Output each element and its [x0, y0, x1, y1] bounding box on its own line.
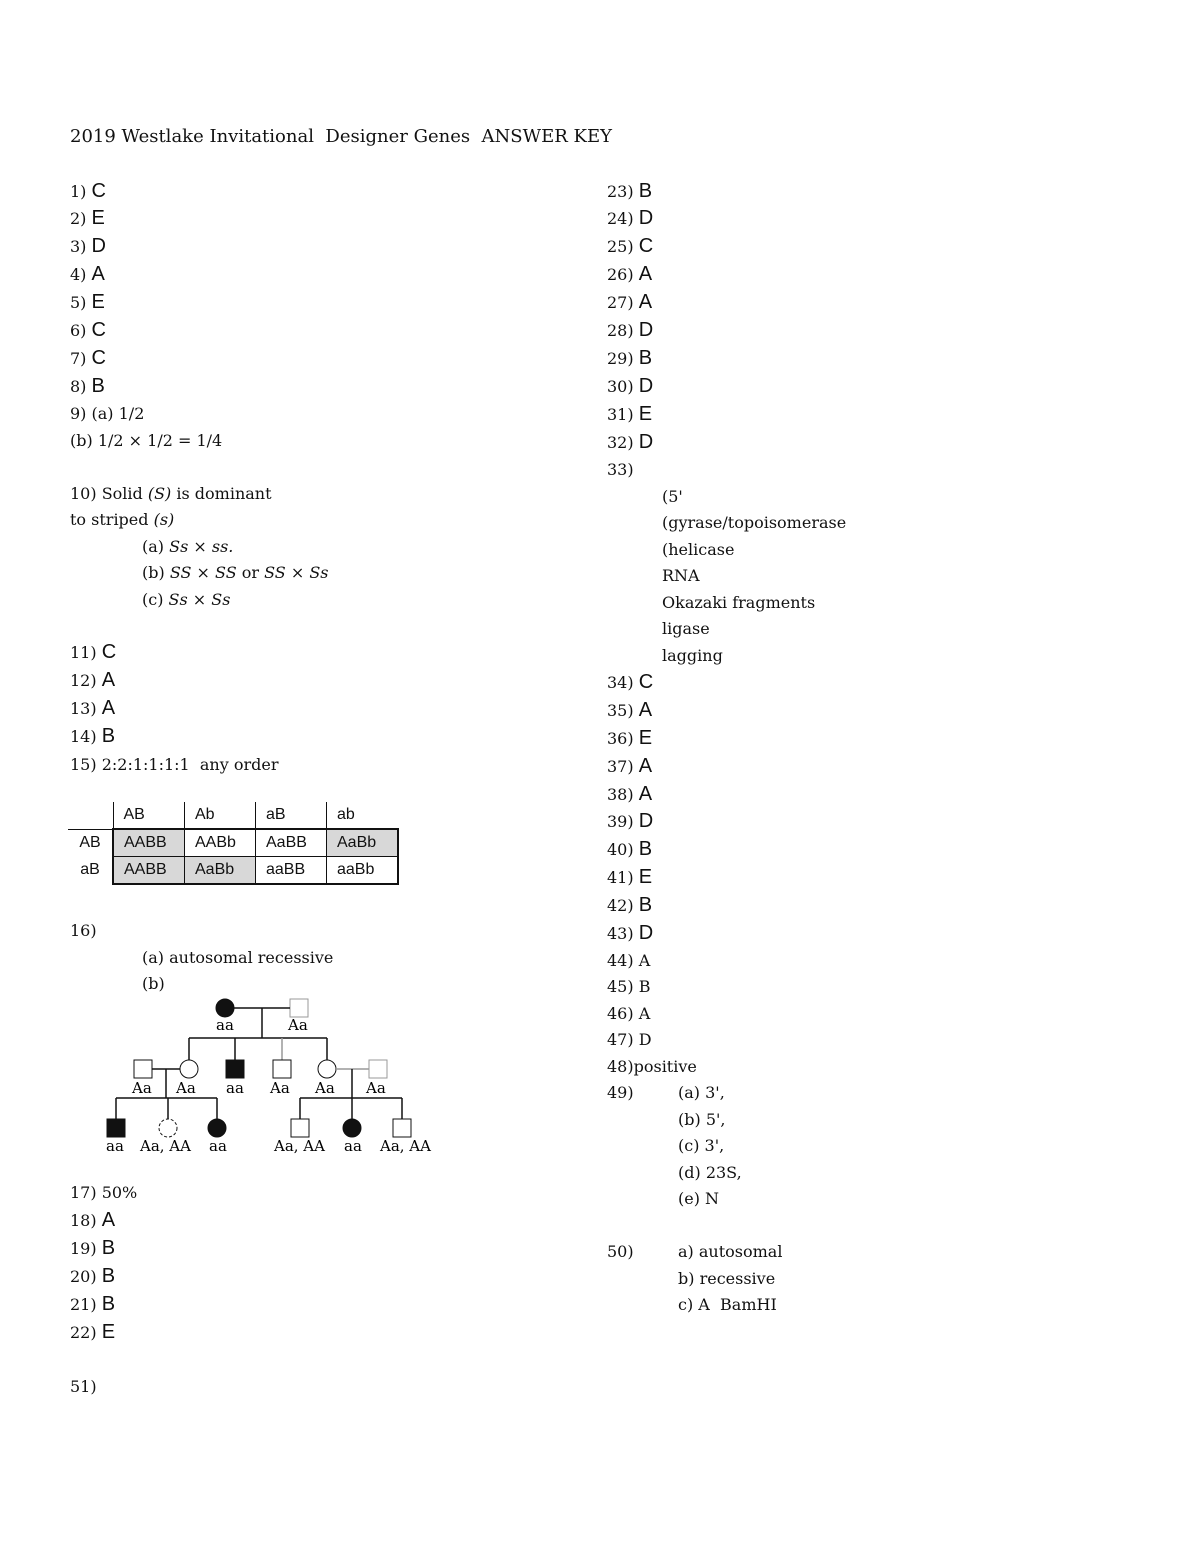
pedigree-unaffected-female	[318, 1060, 336, 1078]
answer-14: 14) B	[70, 725, 116, 747]
answer-49-item: (e) N	[678, 1189, 720, 1208]
answer-45: 45) B	[607, 977, 651, 996]
answer-50-item: a) autosomal	[678, 1242, 783, 1261]
answer-11: 11) C	[70, 641, 117, 663]
answer-10c: (c) Ss × Ss	[142, 590, 231, 609]
answer-49: 49)	[607, 1083, 634, 1102]
answer-27: 27) A	[607, 291, 653, 313]
answer-9b: (b) 1/2 × 1/2 = 1/4	[70, 431, 223, 450]
punnett-col-header: ab	[327, 802, 399, 829]
answer-50-item: c) A BamHI	[678, 1295, 777, 1314]
pedigree-unaffected-male	[393, 1119, 411, 1137]
answer-24: 24) D	[607, 207, 654, 229]
answer-49-item: (a) 3',	[678, 1083, 725, 1102]
pedigree-label: Aa	[176, 1079, 196, 1097]
page-title: 2019 Westlake Invitational Designer Genes ANSWER KEY	[70, 126, 612, 147]
pedigree-affected-male	[226, 1060, 244, 1078]
pedigree-label: Aa	[270, 1079, 290, 1097]
answer-33-item: (helicase	[662, 540, 735, 559]
answer-22: 22) E	[70, 1321, 116, 1343]
pedigree-label: Aa, AA	[274, 1137, 325, 1155]
answer-37: 37) A	[607, 755, 653, 777]
answer-10b: (b) SS × SS or SS × Ss	[142, 563, 329, 582]
punnett-col-header: aB	[256, 802, 327, 829]
answer-33-item: Okazaki fragments	[662, 593, 816, 612]
answer-26: 26) A	[607, 263, 653, 285]
answer-33-item: (5'	[662, 487, 683, 506]
answer-13: 13) A	[70, 697, 116, 719]
answer-44: 44) A	[607, 951, 651, 970]
answer-50: 50)	[607, 1242, 634, 1261]
pedigree-affected-male	[107, 1119, 125, 1137]
answer-51: 51)	[70, 1377, 97, 1396]
pedigree-affected-female	[343, 1119, 361, 1137]
answer-39: 39) D	[607, 810, 654, 832]
pedigree-label: Aa	[288, 1016, 308, 1034]
punnett-cell: aaBB	[256, 857, 327, 885]
answer-2: 2) E	[70, 207, 105, 229]
answer-40: 40) B	[607, 838, 653, 860]
answer-43: 43) D	[607, 922, 654, 944]
answer-28: 28) D	[607, 319, 654, 341]
pedigree-label: Aa	[366, 1079, 386, 1097]
answer-18: 18) A	[70, 1209, 116, 1231]
punnett-col-header: AB	[113, 802, 185, 829]
answer-46: 46) A	[607, 1004, 651, 1023]
punnett-cell: AaBb	[185, 857, 256, 885]
answer-33-item: lagging	[662, 646, 723, 665]
pedigree-label: aa	[216, 1016, 234, 1034]
answer-33-item: RNA	[662, 566, 700, 585]
answer-21: 21) B	[70, 1293, 116, 1315]
answer-8: 8) B	[70, 375, 105, 397]
answer-30: 30) D	[607, 375, 654, 397]
answer-50-item: b) recessive	[678, 1269, 776, 1288]
answer-10a: (a) Ss × ss.	[142, 537, 234, 556]
punnett-cell: AABB	[113, 857, 185, 885]
answer-47: 47) D	[607, 1030, 652, 1049]
answer-33-item: ligase	[662, 619, 710, 638]
answer-16a: (a) autosomal recessive	[142, 948, 334, 967]
pedigree-unaffected-male	[290, 999, 308, 1017]
answer-9a: 9) (a) 1/2	[70, 404, 145, 423]
answer-33-item: (gyrase/topoisomerase	[662, 513, 847, 532]
pedigree-unaffected-male	[369, 1060, 387, 1078]
answer-33: 33)	[607, 460, 634, 479]
answer-20: 20) B	[70, 1265, 116, 1287]
pedigree-label: Aa, AA	[380, 1137, 431, 1155]
pedigree-diagram	[96, 990, 446, 1160]
punnett-col-header: Ab	[185, 802, 256, 829]
pedigree-label: Aa	[132, 1079, 152, 1097]
punnett-row-label: aB	[80, 861, 100, 879]
answer-38: 38) A	[607, 783, 653, 805]
punnett-cell: AABb	[185, 829, 256, 857]
answer-23: 23) B	[607, 180, 653, 202]
punnett-cell: aaBb	[327, 857, 399, 885]
pedigree-unaffected-male	[291, 1119, 309, 1137]
punnett-cell: AaBB	[256, 829, 327, 857]
pedigree-label: aa	[209, 1137, 227, 1155]
answer-5: 5) E	[70, 291, 105, 313]
answer-10-line1: 10) Solid (S) is dominant	[70, 484, 272, 503]
pedigree-label: aa	[106, 1137, 124, 1155]
pedigree-unaffected-female	[159, 1119, 177, 1137]
answer-48: 48)positive	[607, 1057, 697, 1076]
answer-34: 34) C	[607, 671, 654, 693]
pedigree-unaffected-male	[273, 1060, 291, 1078]
pedigree-label: Aa, AA	[140, 1137, 191, 1155]
pedigree-affected-female	[216, 999, 234, 1017]
pedigree-label: aa	[226, 1079, 244, 1097]
answer-10-line2: to striped (s)	[70, 510, 175, 529]
punnett-row-label: AB	[68, 829, 113, 857]
answer-4: 4) A	[70, 263, 105, 285]
pedigree-affected-female	[208, 1119, 226, 1137]
answer-3: 3) D	[70, 235, 106, 257]
punnett-cell: AaBb	[327, 829, 399, 857]
answer-29: 29) B	[607, 347, 653, 369]
answer-42: 42) B	[607, 894, 653, 916]
answer-49-item: (d) 23S,	[678, 1163, 742, 1182]
answer-6: 6) C	[70, 319, 106, 341]
answer-16b: (b)	[142, 974, 165, 993]
answer-31: 31) E	[607, 403, 653, 425]
answer-16: 16)	[70, 921, 97, 940]
answer-15: 15) 2:2:1:1:1:1 any order	[70, 755, 279, 774]
answer-17: 17) 50%	[70, 1183, 138, 1202]
pedigree-unaffected-female	[180, 1060, 198, 1078]
answer-35: 35) A	[607, 699, 653, 721]
answer-1: 1) C	[70, 180, 106, 202]
pedigree-label: aa	[344, 1137, 362, 1155]
answer-49-item: (c) 3',	[678, 1136, 725, 1155]
answer-32: 32) D	[607, 431, 654, 453]
pedigree-unaffected-male	[134, 1060, 152, 1078]
pedigree-label: Aa	[315, 1079, 335, 1097]
answer-41: 41) E	[607, 866, 653, 888]
answer-12: 12) A	[70, 669, 116, 691]
answer-36: 36) E	[607, 727, 653, 749]
answer-49-item: (b) 5',	[678, 1110, 726, 1129]
answer-7: 7) C	[70, 347, 106, 369]
answer-25: 25) C	[607, 235, 654, 257]
answer-19: 19) B	[70, 1237, 116, 1259]
punnett-square	[68, 802, 399, 885]
punnett-cell: AABB	[113, 829, 185, 857]
